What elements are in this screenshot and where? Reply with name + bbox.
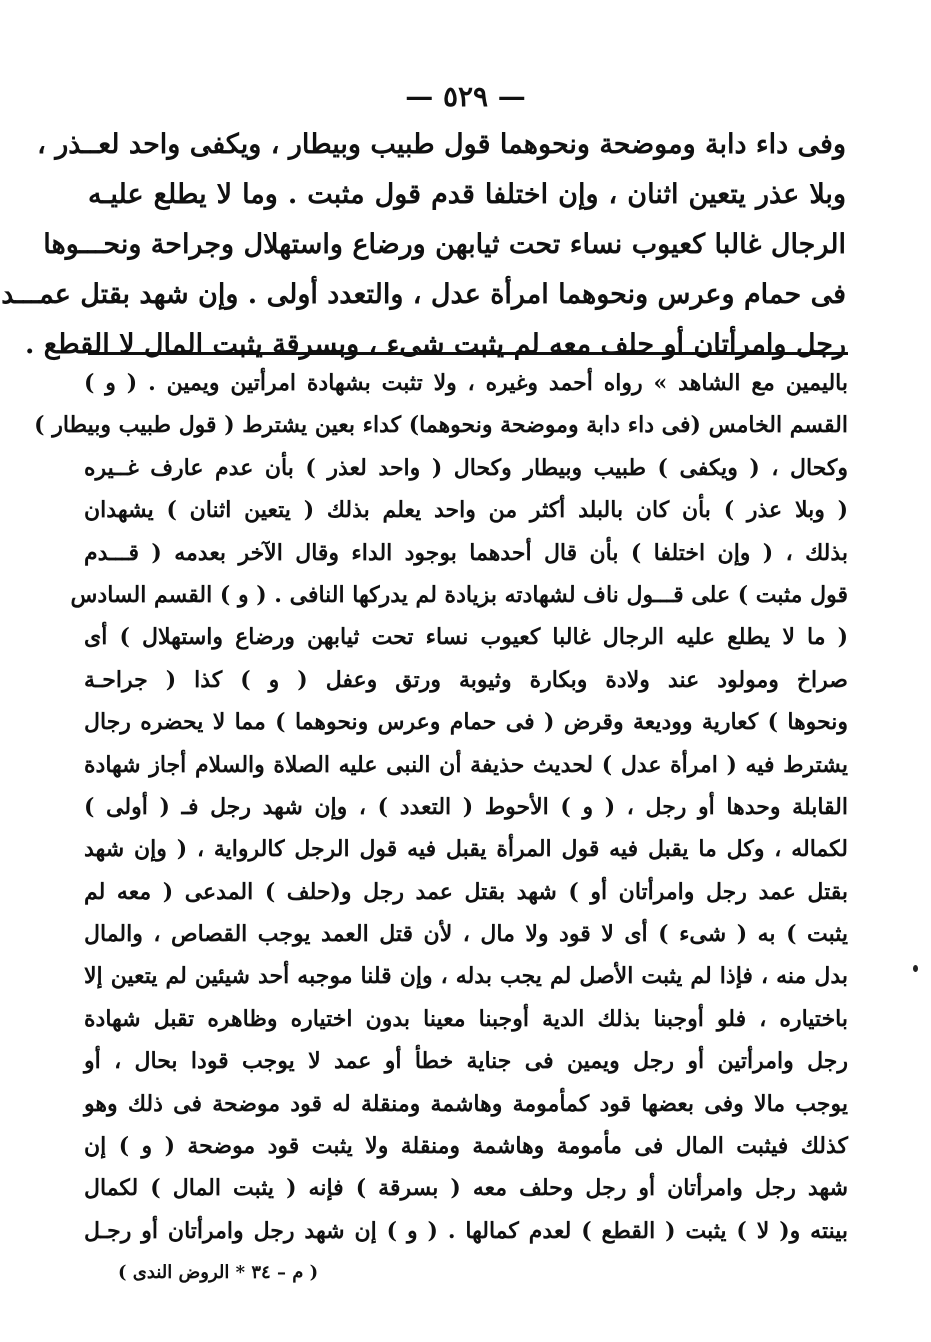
commentary-line: ونحوها ) كعارية ووديعة وقرض ( فى حمام وعرس ونحوهما ) مما لا يحضره رجال: [84, 709, 848, 736]
commentary-line: وكحال ، ( ويكفى ) طبيب وبيطار وكحال ( واحد لعذر ) بأن عدم عارف غــيره: [84, 454, 848, 481]
commentary-line: بذلك ، ( وإن اختلفا ) بأن قال أحدهما بوجود الداء وقال الآخر بعدمه ( قـــدم: [84, 539, 848, 566]
main-text-line: فى حمام وعرس ونحوهما امرأة عدل ، والتعدد أولى . وإن شهد بقتل عمـــد: [1, 279, 846, 310]
main-text-line: رجل وامرأتان أو حلف معه لم يثبت شىء ، وبسرقة يثبت المال لا القطع .: [24, 329, 846, 360]
commentary-line: ( وبلا عذر ) بأن كان بالبلد أكثر من واحد يعلم بذلك ( يتعين اثنان ) يشهدان: [84, 497, 848, 524]
commentary-line: يثبت ) به ( شىء ) أى لا قود ولا مال ، لأن قتل العمد يوجب القصاص ، والمال: [84, 921, 848, 948]
commentary-line: بدل منه ، فإذا لم يثبت الأصل لم يجب بدله ، وإن قلنا موجبه أحد شيئين لم يتعين إلا: [84, 963, 848, 990]
commentary-line: القسم الخامس (فى داء دابة وموضحة ونحوهما) كداء بعين يشترط ( قول طبيب وبيطار ): [34, 412, 848, 439]
commentary-line: صراخ ومولود عند ولادة وبكارة وثيوبة ورتق وعفل ( و ) كذا ( جراحـة: [84, 666, 848, 693]
commentary-line: باختياره ، فلو أوجبنا بذلك الدية أوجبنا معينا بدون اختياره وظاهره تقبل شهادة: [84, 1005, 848, 1032]
page-number: — ٥٢٩ —: [405, 80, 526, 113]
commentary-line: بقتل عمد رجل وامرأتان أو ) شهد بقتل عمد رجل و(حلف ) المدعى ( معه لم: [84, 878, 848, 905]
commentary-line: لكماله ، وكل ما يقبل فيه قول المرأة يقبل فيه قول الرجل كالرواية ، ( وإن شهد: [84, 836, 848, 863]
main-text-line: وبلا عذر يتعين اثنان ، وإن اختلفا قدم قول مثبت . وما لا يطلع عليـه: [88, 179, 846, 210]
commentary-line: رجل وامرأتين أو رجل ويمين فى جناية خطأ أو عمد لا يوجب قودا بحال ، أو: [84, 1048, 848, 1075]
main-text-line: وفى داء دابة وموضحة ونحوهما قول طبيب وبيطار ، ويكفى واحد لعــذر ،: [37, 129, 846, 160]
commentary-line: باليمين مع الشاهد » رواه أحمد وغيره ، ولا تثبت بشهادة امرأتين ويمين . ( و ): [84, 370, 848, 396]
main-text-line: الرجال غالبا كعيوب نساء تحت ثيابهن ورضاع واستهلال وجراحة ونحـــوها: [43, 229, 846, 260]
commentary-line: بينته و( لا ) يثبت ( القطع ) لعدم كمالها . ( و ) إن شهد رجل وامرأتان أو رجـل: [84, 1217, 848, 1244]
section-divider: [88, 352, 848, 355]
main-text: [1, 120, 846, 370]
commentary-line: كذلك فيثبت المال فى مأمومة وهاشمة ومنقلة ولا يثبت قود موضحة ( و ) إن: [84, 1133, 848, 1160]
commentary-text: [34, 362, 848, 1252]
commentary-line: ( ما لا يطلع عليه الرجال غالبا كعيوب نساء تحت ثيابهن ورضاع واستهلال ) أى: [84, 624, 848, 651]
commentary-line: القابلة وحدها أو رجل ، ( و ) الأحوط ( التعدد ) ، وإن شهد رجل فـ ( أولى ): [84, 793, 848, 820]
page-footer: ( م – ٣٤ * الروض الندى ): [118, 1262, 319, 1283]
commentary-line: قول مثبت ) على قـــول ناف لشهادته بزيادة لم يدركها النافى . ( و ) القسم السادس: [70, 581, 848, 608]
commentary-line: يوجب مالا وفى بعضها قود كمأمومة وهاشمة ومنقلة له قود موضحة فى ذلك وهو: [84, 1090, 848, 1117]
commentary-line: يشترط فيه ( امرأة عدل ) لحديث حذيفة أن النبى عليه الصلاة والسلام أجاز شهادة: [84, 751, 848, 778]
commentary-line: شهد رجل وامرأتان أو رجل وحلف معه ( بسرقة ) فإنه ( يثبت المال ) لكمال: [84, 1175, 848, 1202]
